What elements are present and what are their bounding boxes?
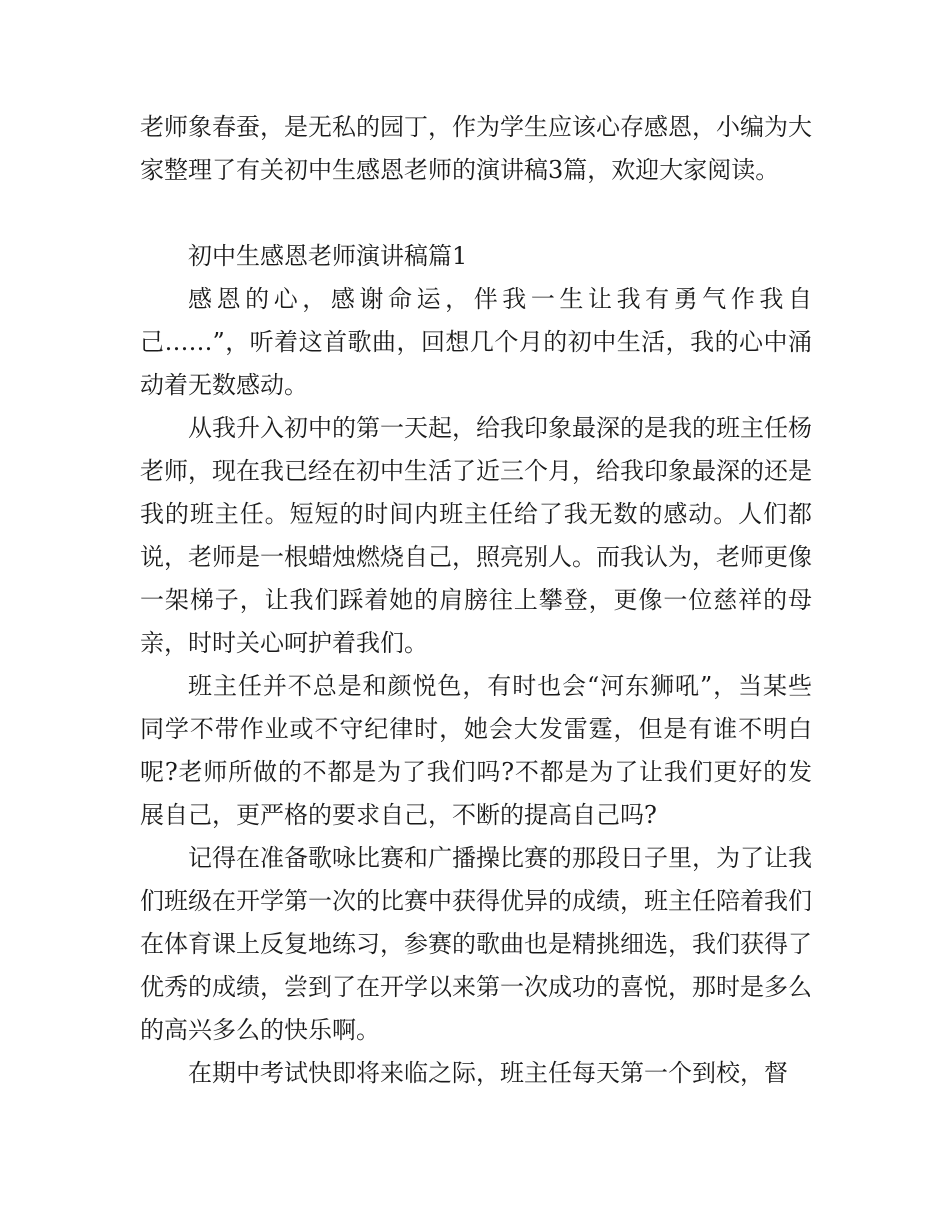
body-paragraph: 班主任并不总是和颜悦色，有时也会“河东狮吼”，当某些同学不带作业或不守纪律时，她会大发雷霆，但是有谁不明白呢?老师所做的不都是为了我们吗?不都是为了让我们更好的发展自己，更严格的要求自己，不断的提高自己吗? [140,672,812,829]
body-paragraph: 在期中考试快即将来临之际，班主任每天第一个到校，督 [188,1059,788,1087]
intro-paragraph: 老师象春蚕，是无私的园丁，作为学生应该心存感恩，小编为大家整理了有关初中生感恩老师的演讲稿3篇，欢迎大家阅读。 [140,113,812,184]
body-paragraph: 感恩的心，感谢命运，伴我一生让我有勇气作我自己……”，听着这首歌曲，回想几个月的初中生活，我的心中涌动着无数感动。 [140,285,812,399]
document-body [140,106,812,1095]
section-title: 初中生感恩老师演讲稿篇1 [188,242,468,270]
body-paragraph: 从我升入初中的第一天起，给我印象最深的是我的班主任杨老师，现在我已经在初中生活了近三个月，给我印象最深的还是我的班主任。短短的时间内班主任给了我无数的感动。人们都说，老师是一根蜡烛燃烧自己，照亮别人。而我认为，老师更像一架梯子，让我们踩着她的肩膀往上攀登，更像一位慈祥的母亲，时时关心呵护着我们。 [140,414,812,657]
body-paragraph: 记得在准备歌咏比赛和广播操比赛的那段日子里，为了让我们班级在开学第一次的比赛中获得优异的成绩，班主任陪着我们在体育课上反复地练习，参赛的歌曲也是精挑细选，我们获得了优秀的成绩，尝到了在开学以来第一次成功的喜悦，那时是多么的高兴多么的快乐啊。 [140,844,812,1044]
